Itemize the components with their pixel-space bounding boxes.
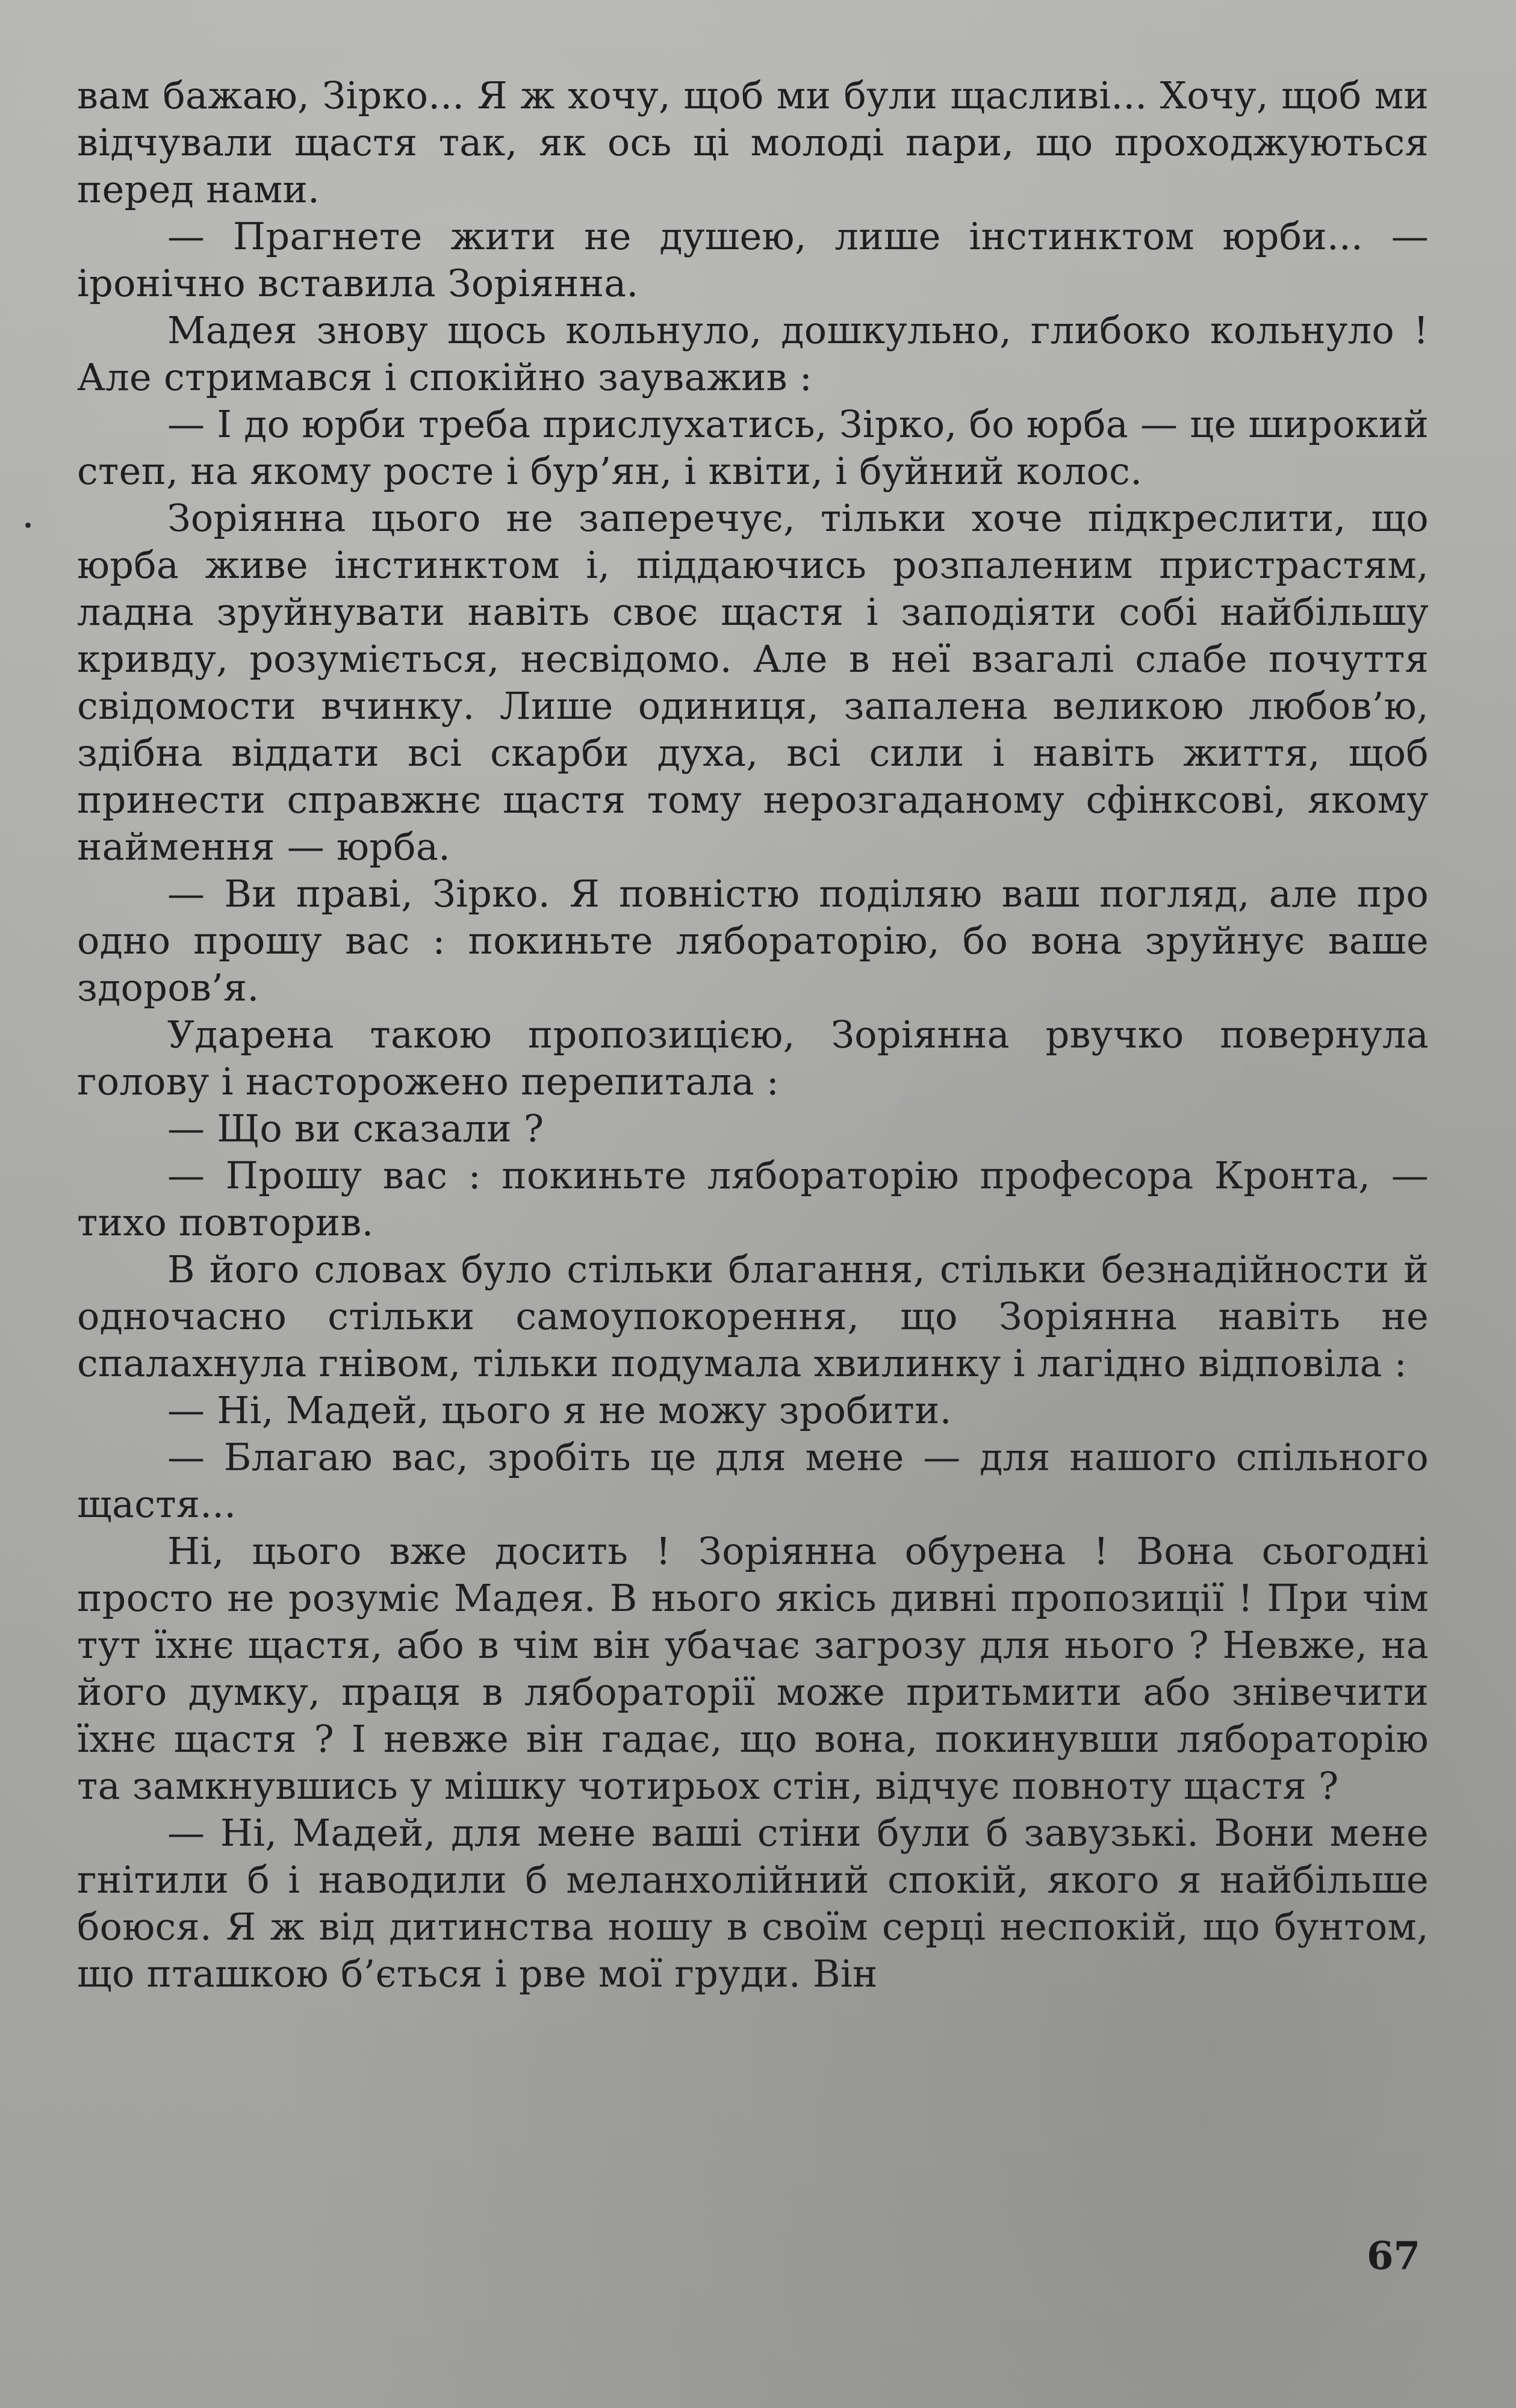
paragraph: Мадея знову щось кольнуло, дошкульно, глибоко кольнуло ! Але стримався і спокійно зауважив : bbox=[77, 308, 1429, 399]
paragraph: — Благаю вас, зробіть це для мене — для нашого спільного щастя... bbox=[77, 1435, 1429, 1526]
paragraph: — Прошу вас : покиньте лябораторію професора Кронта, — тихо повторив. bbox=[77, 1153, 1429, 1244]
paragraph: вам бажаю, Зірко... Я ж хочу, щоб ми були щасливі... Хочу, щоб ми відчували щастя так, як ось ці молоді пари, що проходжуються перед нами. bbox=[77, 73, 1429, 211]
paragraph: В його словах було стільки благання, стільки безнадійности й одночасно стільки самоупокорення, що Зоріянна навіть не спалахнула гнівом, тільки подумала хвилинку і лагідно відповіла : bbox=[77, 1247, 1429, 1385]
paragraph: — Ні, Мадей, для мене ваші стіни були б завузькі. Вони мене гнітили б і наводили б меланхолійний спокій, якого я найбільше боюся. Я ж від дитинства ношу в своїм серці неспокій, що бунтом, що пташкою б’ється і рве мої груди. Він bbox=[77, 1811, 1429, 1996]
page-number: 67 bbox=[1367, 2233, 1421, 2279]
paragraph: — Ви праві, Зірко. Я повністю поділяю ваш погляд, але про одно прошу вас : покиньте лябораторію, бо вона зруйнує ваше здоров’я. bbox=[77, 872, 1429, 1010]
body-text bbox=[77, 72, 1429, 1997]
paragraph: — І до юрби треба прислухатись, Зірко, бо юрба — це широкий степ, на якому росте і бур’ян, і квіти, і буйний колос. bbox=[77, 402, 1429, 493]
paragraph: — Ні, Мадей, цього я не можу зробити. bbox=[167, 1388, 952, 1432]
paragraph: Ударена такою пропозицією, Зоріянна рвучко повернула голову і насторожено перепитала : bbox=[77, 1013, 1429, 1103]
paragraph: Ні, цього вже досить ! Зоріянна обурена ! Вона сьогодні просто не розуміє Мадея. В нього якісь дивні пропозиції ! При чім тут їхнє щастя, або в чім він убачає загрозу для нього ? Невже, на його думку, праця в лябораторії може притьмити або знівечити їхнє щастя ? І невже він гадає, що вона, покинувши лябораторію та замкнувшись у мішку чотирьох стін, відчує повноту щастя ? bbox=[77, 1529, 1429, 1808]
paragraph: — Що ви сказали ? bbox=[167, 1106, 544, 1150]
paragraph: Зоріянна цього не заперечує, тільки хоче підкреслити, що юрба живе інстинктом і, піддаючись розпаленим пристрастям, ладна зруйнувати навіть своє щастя і заподіяти собі найбільшу кривду, розуміється, несвідомо. Але в неї взагалі слабе почуття свідомости вчинку. Лише одиниця, запалена великою любов’ю, здібна віддати всі скарби духа, всі сили і навіть життя, щоб принести справжнє щастя тому нерозгаданому сфінксові, якому наймення — юрба. bbox=[77, 496, 1429, 869]
ink-speck bbox=[25, 523, 31, 528]
paragraph: — Прагнете жити не душею, лише інстинктом юрби... — іронічно вставила Зоріянна. bbox=[77, 214, 1429, 305]
